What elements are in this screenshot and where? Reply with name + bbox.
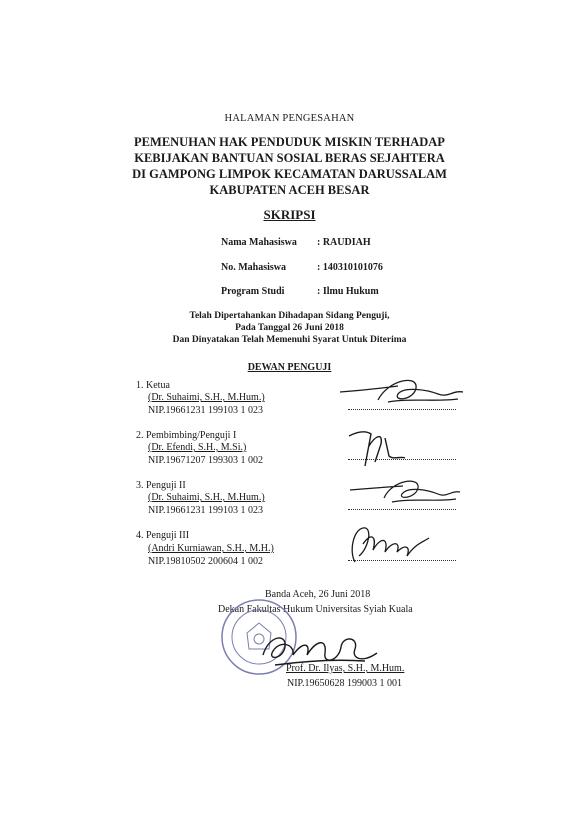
student-number-label: No. Mahasiswa [221, 262, 287, 273]
dean-name: Prof. Dr. Ilyas, S.H., M.Hum. [286, 663, 405, 674]
defense-line-1: Telah Dipertahankan Dihadapan Sidang Penguji, [189, 311, 390, 321]
student-number-value: : 140310101076 [317, 262, 383, 273]
title-line-3: DI GAMPONG LIMPOK KECAMATAN DARUSSALAM [132, 167, 447, 181]
examiner-3-role: 3. Penguji II [136, 480, 186, 491]
board-title: DEWAN PENGUJI [247, 362, 332, 373]
defense-line-3: Dan Dinyatakan Telah Memenuhi Syarat Untuk Diterima [172, 335, 407, 345]
examiner-2-role: 2. Pembimbing/Penguji I [136, 430, 237, 441]
dean-nip: NIP.19650628 199003 1 001 [287, 678, 403, 689]
examiner-3-signature [348, 474, 463, 510]
examiner-1-name: (Dr. Suhaimi, S.H., M.Hum.) [148, 392, 265, 403]
title-line-2: KEBIJAKAN BANTUAN SOSIAL BERAS SEJAHTERA [134, 151, 445, 165]
student-name-value: : RAUDIAH [317, 237, 371, 248]
document-type: SKRIPSI [263, 207, 316, 222]
examiner-2-nip: NIP.19671207 199303 1 002 [148, 455, 264, 466]
examiner-1-role: 1. Ketua [136, 380, 170, 391]
examiner-2-signature [345, 422, 415, 470]
examiner-4-name: (Andri Kurniawan, S.H., M.H.) [148, 543, 274, 554]
examiner-1-signature [338, 372, 468, 412]
student-name-label: Nama Mahasiswa [221, 237, 297, 248]
study-program-label: Program Studi [221, 286, 285, 297]
examiner-4-role: 4. Penguji III [136, 530, 190, 541]
place-date: Banda Aceh, 26 Juni 2018 [265, 589, 371, 600]
title-line-1: PEMENUHAN HAK PENDUDUK MISKIN TERHADAP [134, 135, 445, 149]
examiner-4-signature [345, 522, 435, 566]
title-line-4: KABUPATEN ACEH BESAR [209, 183, 370, 197]
study-program-value: : Ilmu Hukum [317, 286, 379, 297]
page-header: HALAMAN PENGESAHAN [224, 113, 355, 124]
examiner-1-nip: NIP.19661231 199103 1 023 [148, 405, 264, 416]
examiner-3-name: (Dr. Suhaimi, S.H., M.Hum.) [148, 492, 265, 503]
examiner-3-nip: NIP.19661231 199103 1 023 [148, 505, 264, 516]
examiner-2-name: (Dr. Efendi, S.H., M.Si.) [148, 442, 247, 453]
dean-position: Dekan Fakultas Hukum Universitas Syiah Kuala [218, 604, 413, 615]
defense-line-2: Pada Tanggal 26 Juni 2018 [235, 323, 344, 333]
examiner-4-nip: NIP.19810502 200604 1 002 [148, 556, 264, 567]
